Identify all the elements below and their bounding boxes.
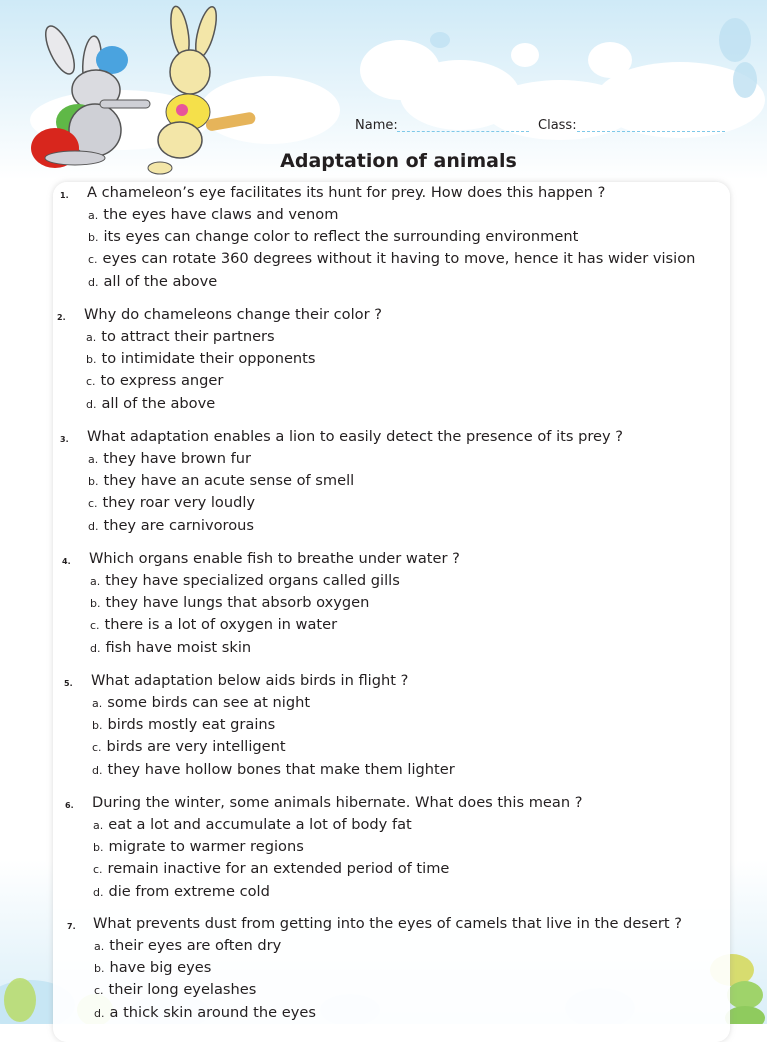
option-letter: d. [92,763,103,777]
answer-option-b[interactable] [86,348,316,371]
option-letter: b. [93,841,104,855]
option-text: a thick skin around the eyes [109,1003,316,1021]
option-letter: b. [92,719,103,733]
option-text: eyes can rotate 360 degrees without it having to move, hence it has wider vision [102,250,696,268]
option-text: to attract their partners [101,328,275,345]
option-text: have big eyes [109,959,212,977]
answer-option-a[interactable] [90,570,400,593]
answer-option-c[interactable] [88,248,695,271]
option-text: to intimidate their opponents [101,350,316,368]
name-field[interactable] [397,131,529,132]
answer-option-d[interactable] [88,515,254,538]
option-letter: b. [88,231,99,245]
answer-option-d[interactable] [86,393,215,416]
question-text: Why do chameleons change their color ? [84,306,382,323]
question-number: 5. [64,679,73,688]
option-text: they have brown fur [103,450,252,467]
answer-option-c[interactable] [92,736,286,759]
option-text: all of the above [101,394,216,412]
option-text: its eyes can change color to reflect the surrounding environment [103,228,579,246]
option-text: all of the above [103,272,218,290]
answer-option-b[interactable] [88,226,578,249]
answer-option-d[interactable] [88,271,217,294]
worksheet-title: Adaptation of animals [280,150,517,172]
question-number: 3. [60,435,69,444]
question-number: 7. [67,922,76,931]
option-letter: c. [86,375,96,389]
option-text: there is a lot of oxygen in water [104,616,338,634]
answer-option-c[interactable] [88,492,255,515]
answer-option-d[interactable] [92,759,455,782]
answer-option-a[interactable] [94,935,281,958]
option-letter: a. [90,575,101,588]
option-text: to express anger [100,372,224,390]
option-letter: c. [88,253,98,267]
option-letter: a. [86,331,97,344]
option-letter: d. [86,397,97,411]
question-number: 6. [65,801,74,810]
question-text: A chameleon’s eye facilitates its hunt for prey. How does this happen ? [87,184,606,201]
class-label: Class: [538,118,577,133]
option-letter: c. [92,741,102,755]
answer-option-b[interactable] [94,957,211,980]
answer-option-d[interactable] [94,1002,316,1025]
option-letter: b. [86,353,97,367]
answer-option-c[interactable] [93,858,449,881]
option-text: their eyes are often dry [109,937,282,954]
question-number: 1. [60,191,69,200]
option-text: their long eyelashes [108,981,257,999]
option-letter: c. [94,984,104,998]
answer-option-c[interactable] [86,370,223,393]
option-text: eat a lot and accumulate a lot of body fat [108,816,412,833]
answer-option-a[interactable] [93,814,412,837]
option-text: migrate to warmer regions [108,838,304,856]
option-letter: d. [88,519,99,533]
answer-option-a[interactable] [88,448,251,471]
option-text: die from extreme cold [108,882,270,900]
question-text: What prevents dust from getting into the eyes of camels that live in the desert ? [93,915,682,932]
option-text: they are carnivorous [103,516,254,534]
answer-option-b[interactable] [88,470,354,493]
answer-option-d[interactable] [90,637,251,660]
option-letter: c. [88,497,98,511]
answer-option-b[interactable] [92,714,275,737]
answer-option-c[interactable] [90,614,337,637]
question-number: 4. [62,557,71,566]
question-text: Which organs enable fish to breathe under water ? [89,550,460,567]
option-letter: d. [88,275,99,289]
option-letter: b. [88,475,99,489]
option-text: birds mostly eat grains [107,716,276,734]
option-text: the eyes have claws and venom [103,206,339,223]
question-number: 2. [57,313,66,322]
option-letter: a. [88,453,99,466]
answer-option-a[interactable] [86,326,275,349]
option-letter: d. [94,1006,105,1020]
option-letter: b. [94,962,105,976]
option-letter: d. [93,885,104,899]
question-text: What adaptation enables a lion to easily detect the presence of its prey ? [87,428,624,445]
option-text: some birds can see at night [107,694,311,711]
option-text: they have specialized organs called gills [105,572,400,589]
option-letter: a. [92,697,103,710]
class-field[interactable] [577,131,725,132]
option-text: they have hollow bones that make them lighter [107,760,455,778]
question-text: During the winter, some animals hibernate. What does this mean ? [92,794,583,811]
option-text: they have lungs that absorb oxygen [105,594,370,612]
option-letter: c. [90,619,100,633]
answer-option-a[interactable] [92,692,310,715]
option-text: they have an acute sense of smell [103,472,355,490]
answer-option-c[interactable] [94,979,256,1002]
option-letter: a. [93,819,104,832]
name-label: Name: [355,118,398,133]
answer-option-d[interactable] [93,881,270,904]
option-letter: d. [90,641,101,655]
answer-option-b[interactable] [93,836,304,859]
option-letter: b. [90,597,101,611]
answer-option-b[interactable] [90,592,369,615]
option-letter: a. [88,209,99,222]
answer-option-a[interactable] [88,204,338,227]
option-text: they roar very loudly [102,494,256,512]
option-text: remain inactive for an extended period of time [107,860,450,878]
option-text: fish have moist skin [105,638,252,656]
option-letter: c. [93,863,103,877]
option-letter: a. [94,940,105,953]
option-text: birds are very intelligent [106,738,286,756]
question-text: What adaptation below aids birds in flight ? [91,672,409,689]
